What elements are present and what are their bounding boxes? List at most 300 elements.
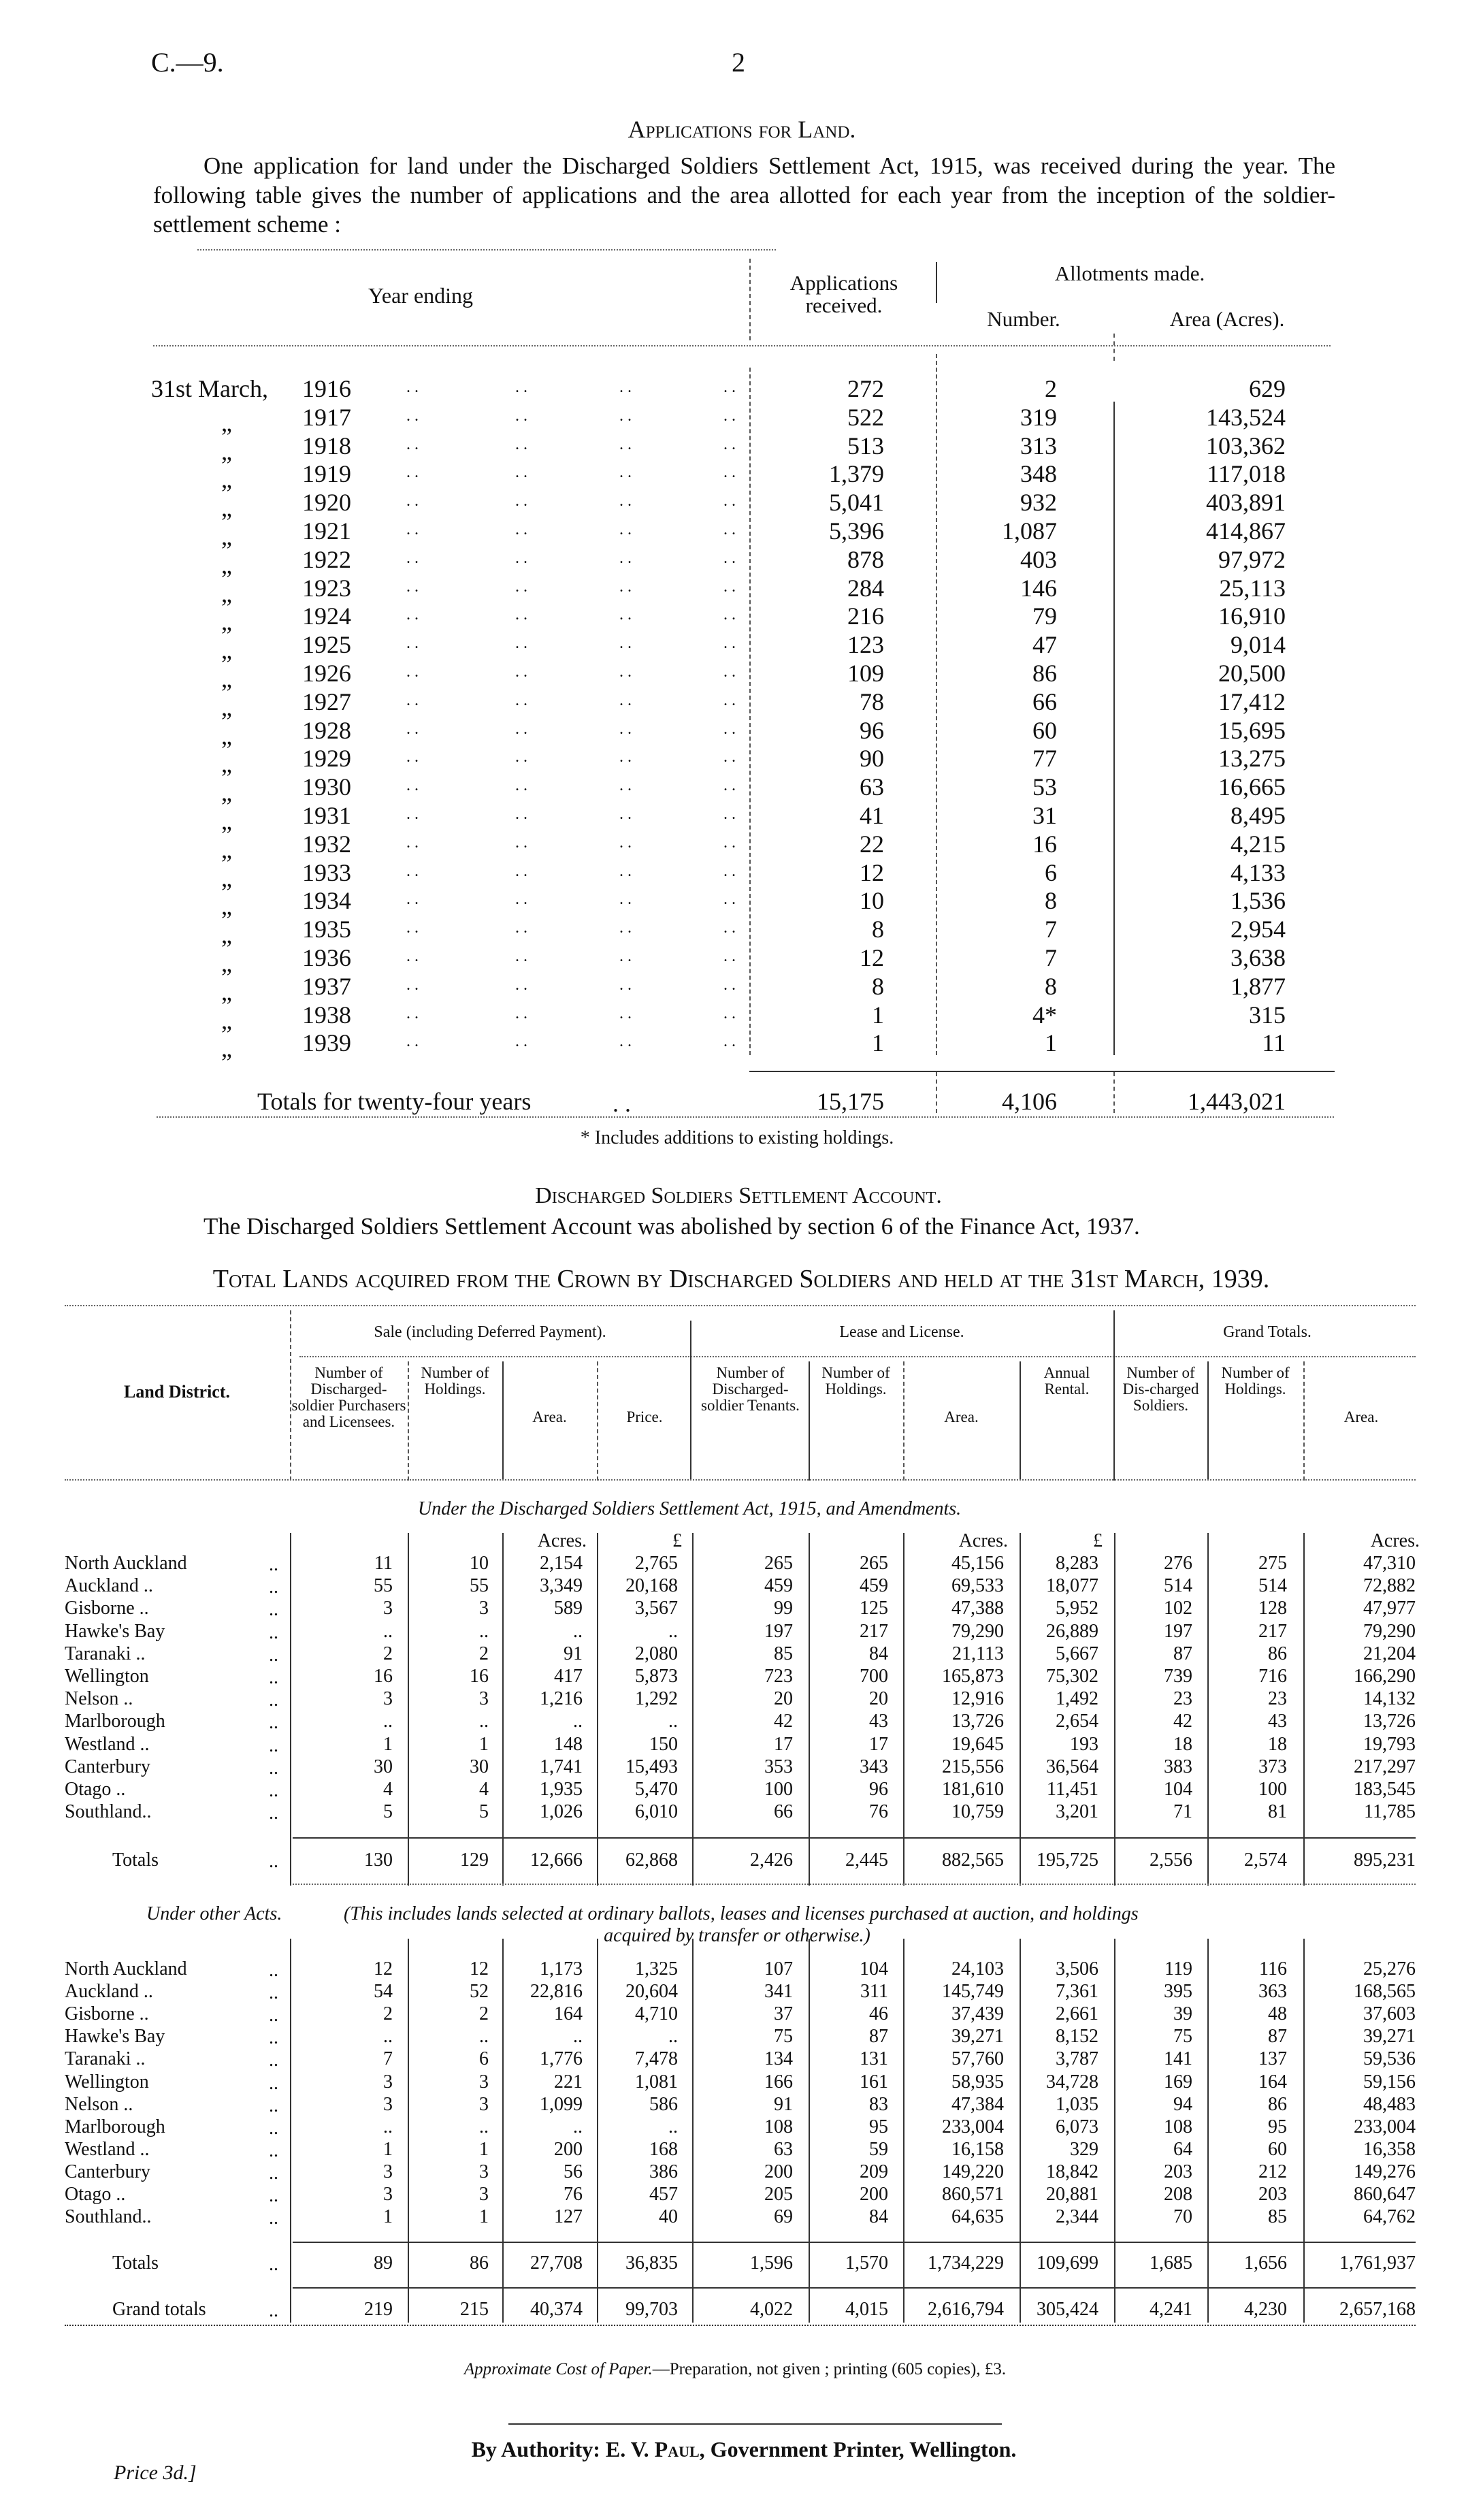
cell-5: 265 xyxy=(764,1553,793,1574)
leader-dots: . . xyxy=(619,948,632,965)
cell-5: 353 xyxy=(764,1756,793,1777)
row-year: 1925 xyxy=(302,631,351,659)
leader-dots: . . xyxy=(406,720,419,738)
cell-7: 47,384 xyxy=(951,2093,1004,2115)
authority-suffix: , Government Printer, Wellington. xyxy=(699,2437,1017,2461)
cell-5: 166 xyxy=(764,2071,793,2093)
column-rule xyxy=(597,1533,598,1886)
row-label: 31st March, xyxy=(151,375,268,402)
cell-1: 3 xyxy=(383,2161,393,2182)
cell-8: 5,667 xyxy=(1056,1643,1098,1664)
row-number: 1,087 xyxy=(1002,517,1057,545)
cell-1: 1 xyxy=(383,2206,393,2228)
ditto-mark: „ xyxy=(221,665,232,692)
ditto-mark: „ xyxy=(221,437,232,465)
cell-4: 15,493 xyxy=(625,1756,678,1777)
cell-4: .. xyxy=(668,1711,678,1732)
cell-2: 4 xyxy=(479,1779,489,1800)
cell-8: 5,952 xyxy=(1056,1598,1098,1619)
cell-6: 700 xyxy=(860,1666,888,1687)
cell-10: 363 xyxy=(1258,1981,1287,2003)
leader-dots: . . xyxy=(619,862,632,880)
column-rule xyxy=(1114,1939,1115,2323)
cell-3: 40,374 xyxy=(530,2299,583,2320)
unit-label: £ xyxy=(672,1530,682,1551)
column-rule xyxy=(597,1939,598,2323)
cell-4: 386 xyxy=(649,2161,678,2182)
cell-9: 4,241 xyxy=(1150,2299,1192,2320)
section-title-applications: Applications for Land. xyxy=(628,116,856,143)
cell-5: 91 xyxy=(774,2093,793,2115)
cell-3: 1,173 xyxy=(540,1958,583,1980)
cell-11: 47,977 xyxy=(1363,1598,1416,1619)
cell-9: 208 xyxy=(1164,2184,1192,2205)
leader-dots: .. xyxy=(269,1960,278,1981)
row-apps: 22 xyxy=(860,830,884,858)
cell-3: 1,099 xyxy=(540,2093,583,2115)
leader-dots: .. xyxy=(269,1734,278,1756)
leader-dots: . . xyxy=(515,919,527,937)
cell-11: 21,204 xyxy=(1363,1643,1416,1664)
cell-3: 221 xyxy=(554,2071,583,2093)
leader-dots: . . xyxy=(723,464,736,482)
cell-2: 2 xyxy=(479,1643,489,1664)
leader-dots: . . xyxy=(406,833,419,852)
cell-6: 104 xyxy=(860,1958,888,1980)
cell-8: 305,424 xyxy=(1037,2299,1098,2320)
cell-11: 14,132 xyxy=(1363,1688,1416,1710)
row-number: 8 xyxy=(1045,972,1057,1000)
column-rule xyxy=(1303,1361,1305,1481)
cell-6: 96 xyxy=(869,1779,888,1800)
leader-dots: . . xyxy=(406,549,419,567)
column-rule xyxy=(809,1533,810,1886)
leader-dots: . . xyxy=(619,406,632,425)
leader-dots: .. xyxy=(269,1757,278,1779)
row-number: 403 xyxy=(1020,545,1057,573)
cell-11: 25,276 xyxy=(1363,1958,1416,1980)
leader-dots: . . xyxy=(515,748,527,766)
cell-9: 119 xyxy=(1164,1958,1192,1980)
cell-8: 7,361 xyxy=(1056,1981,1098,2003)
cell-2: 129 xyxy=(460,1849,489,1871)
column-rule xyxy=(1303,1939,1305,2323)
cell-4: 20,604 xyxy=(625,1981,678,2003)
cell-4: 150 xyxy=(649,1733,678,1755)
row-year: 1927 xyxy=(302,688,351,715)
ditto-mark: „ xyxy=(221,608,232,636)
leader-dots: . . xyxy=(619,748,632,766)
cell-5: 69 xyxy=(774,2206,793,2228)
leader-dots: .. xyxy=(269,1851,278,1872)
col-header-8: Annual Rental. xyxy=(1043,1364,1090,1398)
leader-dots: . . xyxy=(723,406,736,425)
leader-dots: . . xyxy=(515,521,527,538)
cell-9: 169 xyxy=(1164,2071,1192,2093)
col-header-allotments: Allotments made. xyxy=(1054,261,1205,285)
cell-4: 1,292 xyxy=(635,1688,678,1710)
cost-text: —Preparation, not given ; printing (605 copies), £3. xyxy=(652,2360,1007,2378)
row-area: 16,665 xyxy=(1218,773,1286,801)
col-header-area: Area (Acres). xyxy=(1169,307,1285,331)
ditto-mark: „ xyxy=(221,807,232,835)
leader-dots: . . xyxy=(515,406,527,425)
col-header-6: Number of Holdings. xyxy=(821,1364,890,1398)
cell-8: 75,302 xyxy=(1046,1666,1098,1687)
cell-2: 55 xyxy=(470,1575,489,1597)
leader-dots: . . xyxy=(619,378,632,396)
column-rule xyxy=(1020,1533,1021,1886)
district-name: Taranaki .. xyxy=(65,1643,146,1664)
cell-11: 16,358 xyxy=(1363,2138,1416,2160)
cell-3: 3,349 xyxy=(540,1575,583,1597)
district-name: Westland .. xyxy=(65,2138,150,2160)
cell-7: 21,113 xyxy=(952,1643,1004,1664)
cell-5: 200 xyxy=(764,2161,793,2182)
leader-dots: . . xyxy=(619,577,632,596)
cell-7: 69,533 xyxy=(951,1575,1004,1597)
cell-9: 64 xyxy=(1173,2138,1192,2160)
row-area: 403,891 xyxy=(1206,489,1286,517)
row-apps: 8 xyxy=(872,916,884,943)
column-rule xyxy=(1303,1533,1305,1886)
cell-3: .. xyxy=(573,1711,583,1732)
row-apps: 78 xyxy=(860,688,884,715)
leader-dots: . . xyxy=(723,435,736,453)
leader-dots: . . xyxy=(723,549,736,567)
leader-dots: . . xyxy=(723,577,736,596)
district-name: Taranaki .. xyxy=(65,2048,146,2070)
col-header-apps: Applications received. xyxy=(789,271,898,317)
cell-2: 3 xyxy=(479,2184,489,2205)
cell-5: 2,426 xyxy=(750,1849,793,1871)
row-year: 1924 xyxy=(302,602,351,630)
district-name: Hawke's Bay xyxy=(65,1620,165,1642)
leader-dots: . . xyxy=(723,606,736,624)
leader-dots: . . xyxy=(723,663,736,681)
cell-11: 895,231 xyxy=(1354,1849,1416,1871)
leader-dots: . . xyxy=(406,521,419,538)
cell-4: 2,765 xyxy=(635,1553,678,1574)
row-apps: 522 xyxy=(847,403,884,431)
leader-dots: . . xyxy=(723,948,736,965)
column-rule xyxy=(1114,1533,1115,1886)
cell-1: 3 xyxy=(383,2071,393,2093)
cell-7: 10,759 xyxy=(951,1801,1004,1823)
cell-11: 168,565 xyxy=(1354,1981,1416,2003)
cell-4: 20,168 xyxy=(625,1575,678,1597)
leader-dots: . . xyxy=(619,890,632,909)
cell-5: 66 xyxy=(774,1801,793,1823)
unit-label: Acres. xyxy=(537,1530,587,1551)
cell-7: 165,873 xyxy=(942,1666,1004,1687)
cell-5: 108 xyxy=(764,2116,793,2137)
cell-1: 54 xyxy=(374,1981,393,2003)
row-area: 103,362 xyxy=(1206,432,1286,459)
row-area: 17,412 xyxy=(1218,688,1286,715)
column-rule xyxy=(290,1939,291,2323)
row-apps: 96 xyxy=(860,716,884,744)
row-area: 629 xyxy=(1249,375,1286,402)
cell-10: 86 xyxy=(1268,2093,1287,2115)
cell-5: 107 xyxy=(764,1958,793,1980)
cell-8: 2,344 xyxy=(1056,2206,1098,2228)
row-number: 2 xyxy=(1045,375,1057,402)
cell-7: 882,565 xyxy=(942,1849,1004,1871)
row-area: 97,972 xyxy=(1218,545,1286,573)
cell-6: 84 xyxy=(869,2206,888,2228)
cell-3: 12,666 xyxy=(530,1849,583,1871)
cell-5: 4,022 xyxy=(750,2299,793,2320)
cell-11: 2,657,168 xyxy=(1339,2299,1416,2320)
leader-dots: . . xyxy=(406,606,419,624)
cell-1: 30 xyxy=(374,1756,393,1777)
cell-8: 20,881 xyxy=(1046,2184,1098,2205)
leader-dots: . . xyxy=(515,577,527,596)
leader-dots: . . xyxy=(515,720,527,738)
cell-1: 11 xyxy=(374,1553,393,1574)
leader-dots: . . xyxy=(723,720,736,738)
cell-2: 3 xyxy=(479,2161,489,2182)
leader-dots: . . xyxy=(619,720,632,738)
cell-11: 217,297 xyxy=(1354,1756,1416,1777)
cell-2: .. xyxy=(479,2116,489,2137)
cell-6: 459 xyxy=(860,1575,888,1597)
leader-dots: . . xyxy=(619,549,632,567)
row-year: 1936 xyxy=(302,944,351,971)
price: Price 3d.] xyxy=(114,2461,197,2484)
row-area: 1,877 xyxy=(1231,972,1286,1000)
totals-area: 1,443,021 xyxy=(1188,1088,1286,1115)
row-number: 932 xyxy=(1020,489,1057,517)
cell-4: 2,080 xyxy=(635,1643,678,1664)
row-apps: 109 xyxy=(847,660,884,687)
cell-4: 99,703 xyxy=(625,2299,678,2320)
totals-rule xyxy=(293,1837,1416,1839)
col-header-9: Number of Dis-charged Soldiers. xyxy=(1122,1364,1199,1415)
cell-10: 716 xyxy=(1258,1666,1287,1687)
cell-10: 1,656 xyxy=(1244,2252,1287,2274)
leader-dots: . . xyxy=(515,862,527,880)
cell-2: 5 xyxy=(479,1801,489,1823)
cell-4: 6,010 xyxy=(635,1801,678,1823)
col-header-5: Number of Discharged-soldier Tenants. xyxy=(701,1364,800,1415)
row-area: 20,500 xyxy=(1218,660,1286,687)
leader-dots: . . xyxy=(619,435,632,453)
row-apps: 8 xyxy=(872,972,884,1000)
leader-dots: . . xyxy=(515,1004,527,1022)
leader-dots: . . xyxy=(406,492,419,511)
section-title-account: Discharged Soldiers Settlement Account. xyxy=(535,1183,942,1208)
row-area: 1,536 xyxy=(1231,887,1286,915)
leader-dots: . . xyxy=(406,919,419,937)
leader-dots: .. xyxy=(269,1644,278,1666)
column-rule xyxy=(809,1361,810,1481)
column-rule xyxy=(408,1533,409,1886)
authority-prefix: By Authority: E. V. xyxy=(471,2437,655,2461)
leader-dots: . . xyxy=(515,464,527,482)
cell-10: 23 xyxy=(1268,1688,1287,1710)
leader-dots: . . xyxy=(515,833,527,852)
cell-3: 148 xyxy=(554,1733,583,1755)
cell-3: 91 xyxy=(564,1643,583,1664)
cell-5: 341 xyxy=(764,1981,793,2003)
lands-table-title: Total Lands acquired from the Crown by Discharged Soldiers and held at the 31st March, 1939. xyxy=(212,1265,1270,1293)
cell-9: 141 xyxy=(1164,2048,1192,2070)
cell-1: 2 xyxy=(383,2003,393,2025)
printer-name: Paul xyxy=(654,2437,700,2461)
leader-dots: . . xyxy=(406,1004,419,1022)
cell-2: 6 xyxy=(479,2048,489,2070)
district-name: Southland.. xyxy=(65,1801,152,1823)
district-name: Gisborne .. xyxy=(65,1598,149,1619)
row-number: 6 xyxy=(1045,858,1057,886)
cell-7: 64,635 xyxy=(951,2206,1004,2228)
cell-9: 395 xyxy=(1164,1981,1192,2003)
cell-11: 13,726 xyxy=(1363,1711,1416,1732)
ditto-mark: „ xyxy=(221,466,232,494)
cell-6: 131 xyxy=(860,2048,888,2070)
cell-9: 87 xyxy=(1173,1643,1192,1664)
cell-6: 43 xyxy=(869,1711,888,1732)
cell-1: 55 xyxy=(374,1575,393,1597)
cell-10: 81 xyxy=(1268,1801,1287,1823)
row-area: 117,018 xyxy=(1207,460,1286,488)
cell-7: 1,734,229 xyxy=(928,2252,1004,2274)
cell-10: 217 xyxy=(1258,1620,1287,1642)
cell-1: 16 xyxy=(374,1666,393,1687)
leader-dots: . . xyxy=(723,777,736,795)
row-number: 60 xyxy=(1032,716,1057,744)
district-name: Otago .. xyxy=(65,1779,126,1800)
cell-8: 18,842 xyxy=(1046,2161,1098,2182)
cell-2: 3 xyxy=(479,1688,489,1710)
cell-10: 86 xyxy=(1268,1643,1287,1664)
row-year: 1935 xyxy=(302,916,351,943)
totals-label: Totals for twenty-four years xyxy=(257,1088,532,1115)
leader-dots: . . xyxy=(619,464,632,482)
cell-2: 86 xyxy=(470,2252,489,2274)
cell-3: 1,741 xyxy=(540,1756,583,1777)
column-rule xyxy=(1020,1939,1021,2323)
col-header-1: Number of Discharged-soldier Purchasers and Licensees. xyxy=(291,1364,406,1431)
leader-dots: . . xyxy=(406,634,419,653)
cell-1: .. xyxy=(383,2026,393,2048)
col-header-7: Area. xyxy=(944,1408,979,1425)
cell-1: .. xyxy=(383,1620,393,1642)
cell-4: 7,478 xyxy=(635,2048,678,2070)
row-number: 77 xyxy=(1032,745,1057,773)
col-header-number: Number. xyxy=(987,307,1060,331)
cell-3: 1,216 xyxy=(540,1688,583,1710)
cell-8: 8,283 xyxy=(1056,1553,1098,1574)
cell-10: 2,574 xyxy=(1244,1849,1287,1871)
cell-5: 134 xyxy=(764,2048,793,2070)
cell-9: 94 xyxy=(1173,2093,1192,2115)
cell-9: 70 xyxy=(1173,2206,1192,2228)
cell-7: 24,103 xyxy=(951,1958,1004,1980)
cell-8: 34,728 xyxy=(1046,2071,1098,2093)
cell-1: 219 xyxy=(364,2299,393,2320)
ditto-mark: „ xyxy=(221,835,232,863)
district-name: Nelson .. xyxy=(65,2093,133,2115)
ditto-mark: „ xyxy=(221,864,232,892)
col-header-land-district: Land District. xyxy=(124,1382,230,1402)
leader-dots: . . xyxy=(515,805,527,823)
cell-6: 59 xyxy=(869,2138,888,2160)
cell-2: 1 xyxy=(479,2206,489,2228)
cell-10: 116 xyxy=(1259,1958,1287,1980)
district-name: Wellington xyxy=(65,2071,149,2093)
cell-6: 1,570 xyxy=(845,2252,888,2274)
cell-8: 26,889 xyxy=(1046,1620,1098,1642)
row-area: 4,133 xyxy=(1231,858,1286,886)
leader-dots: .. xyxy=(269,2254,278,2275)
leader-dots: .. xyxy=(269,1982,278,2004)
row-apps: 216 xyxy=(847,602,884,630)
cell-4: 1,081 xyxy=(635,2071,678,2093)
row-year: 1917 xyxy=(302,403,351,431)
totals-leader: . . xyxy=(613,1090,631,1117)
cell-8: 18,077 xyxy=(1046,1575,1098,1597)
ditto-mark: „ xyxy=(221,950,232,977)
district-name: Totals xyxy=(112,2252,159,2274)
leader-dots: . . xyxy=(515,634,527,653)
cell-7: 2,616,794 xyxy=(928,2299,1004,2320)
leader-dots: . . xyxy=(406,464,419,482)
district-name: Canterbury xyxy=(65,2161,150,2182)
column-rule xyxy=(903,1939,905,2323)
row-number: 7 xyxy=(1045,944,1057,971)
section-b-note-line2: acquired by transfer or otherwise.) xyxy=(604,1925,870,1946)
column-rule xyxy=(290,1533,291,1886)
cell-4: 168 xyxy=(649,2138,678,2160)
leader-dots: . . xyxy=(619,691,632,709)
row-apps: 5,396 xyxy=(829,517,884,545)
row-apps: 1,379 xyxy=(829,460,884,488)
row-number: 319 xyxy=(1020,403,1057,431)
cell-8: 1,492 xyxy=(1056,1688,1098,1710)
district-name: Southland.. xyxy=(65,2206,152,2228)
row-year: 1918 xyxy=(302,432,351,459)
cell-7: 58,935 xyxy=(951,2071,1004,2093)
leader-dots: . . xyxy=(723,833,736,852)
cell-6: 311 xyxy=(860,1981,888,2003)
row-area: 13,275 xyxy=(1218,745,1286,773)
cell-6: 46 xyxy=(869,2003,888,2025)
row-number: 47 xyxy=(1032,631,1057,659)
row-area: 414,867 xyxy=(1206,517,1286,545)
cell-10: 95 xyxy=(1268,2116,1287,2137)
leader-dots: . . xyxy=(619,1033,632,1051)
cell-10: 275 xyxy=(1258,1553,1287,1574)
cell-3: 589 xyxy=(554,1598,583,1619)
row-number: 86 xyxy=(1032,660,1057,687)
cell-2: 30 xyxy=(470,1756,489,1777)
row-year: 1920 xyxy=(302,489,351,517)
leader-dots: . . xyxy=(406,890,419,909)
leader-dots: .. xyxy=(269,2208,278,2229)
row-number: 79 xyxy=(1032,602,1057,630)
leader-dots: . . xyxy=(723,521,736,538)
cell-8: 193 xyxy=(1070,1733,1098,1755)
row-number: 1 xyxy=(1045,1029,1057,1057)
row-area: 143,524 xyxy=(1206,403,1286,431)
cell-6: 20 xyxy=(869,1688,888,1710)
column-rule xyxy=(692,1939,694,2323)
grand-totals-rule xyxy=(293,2287,1416,2289)
cell-9: 23 xyxy=(1173,1688,1192,1710)
